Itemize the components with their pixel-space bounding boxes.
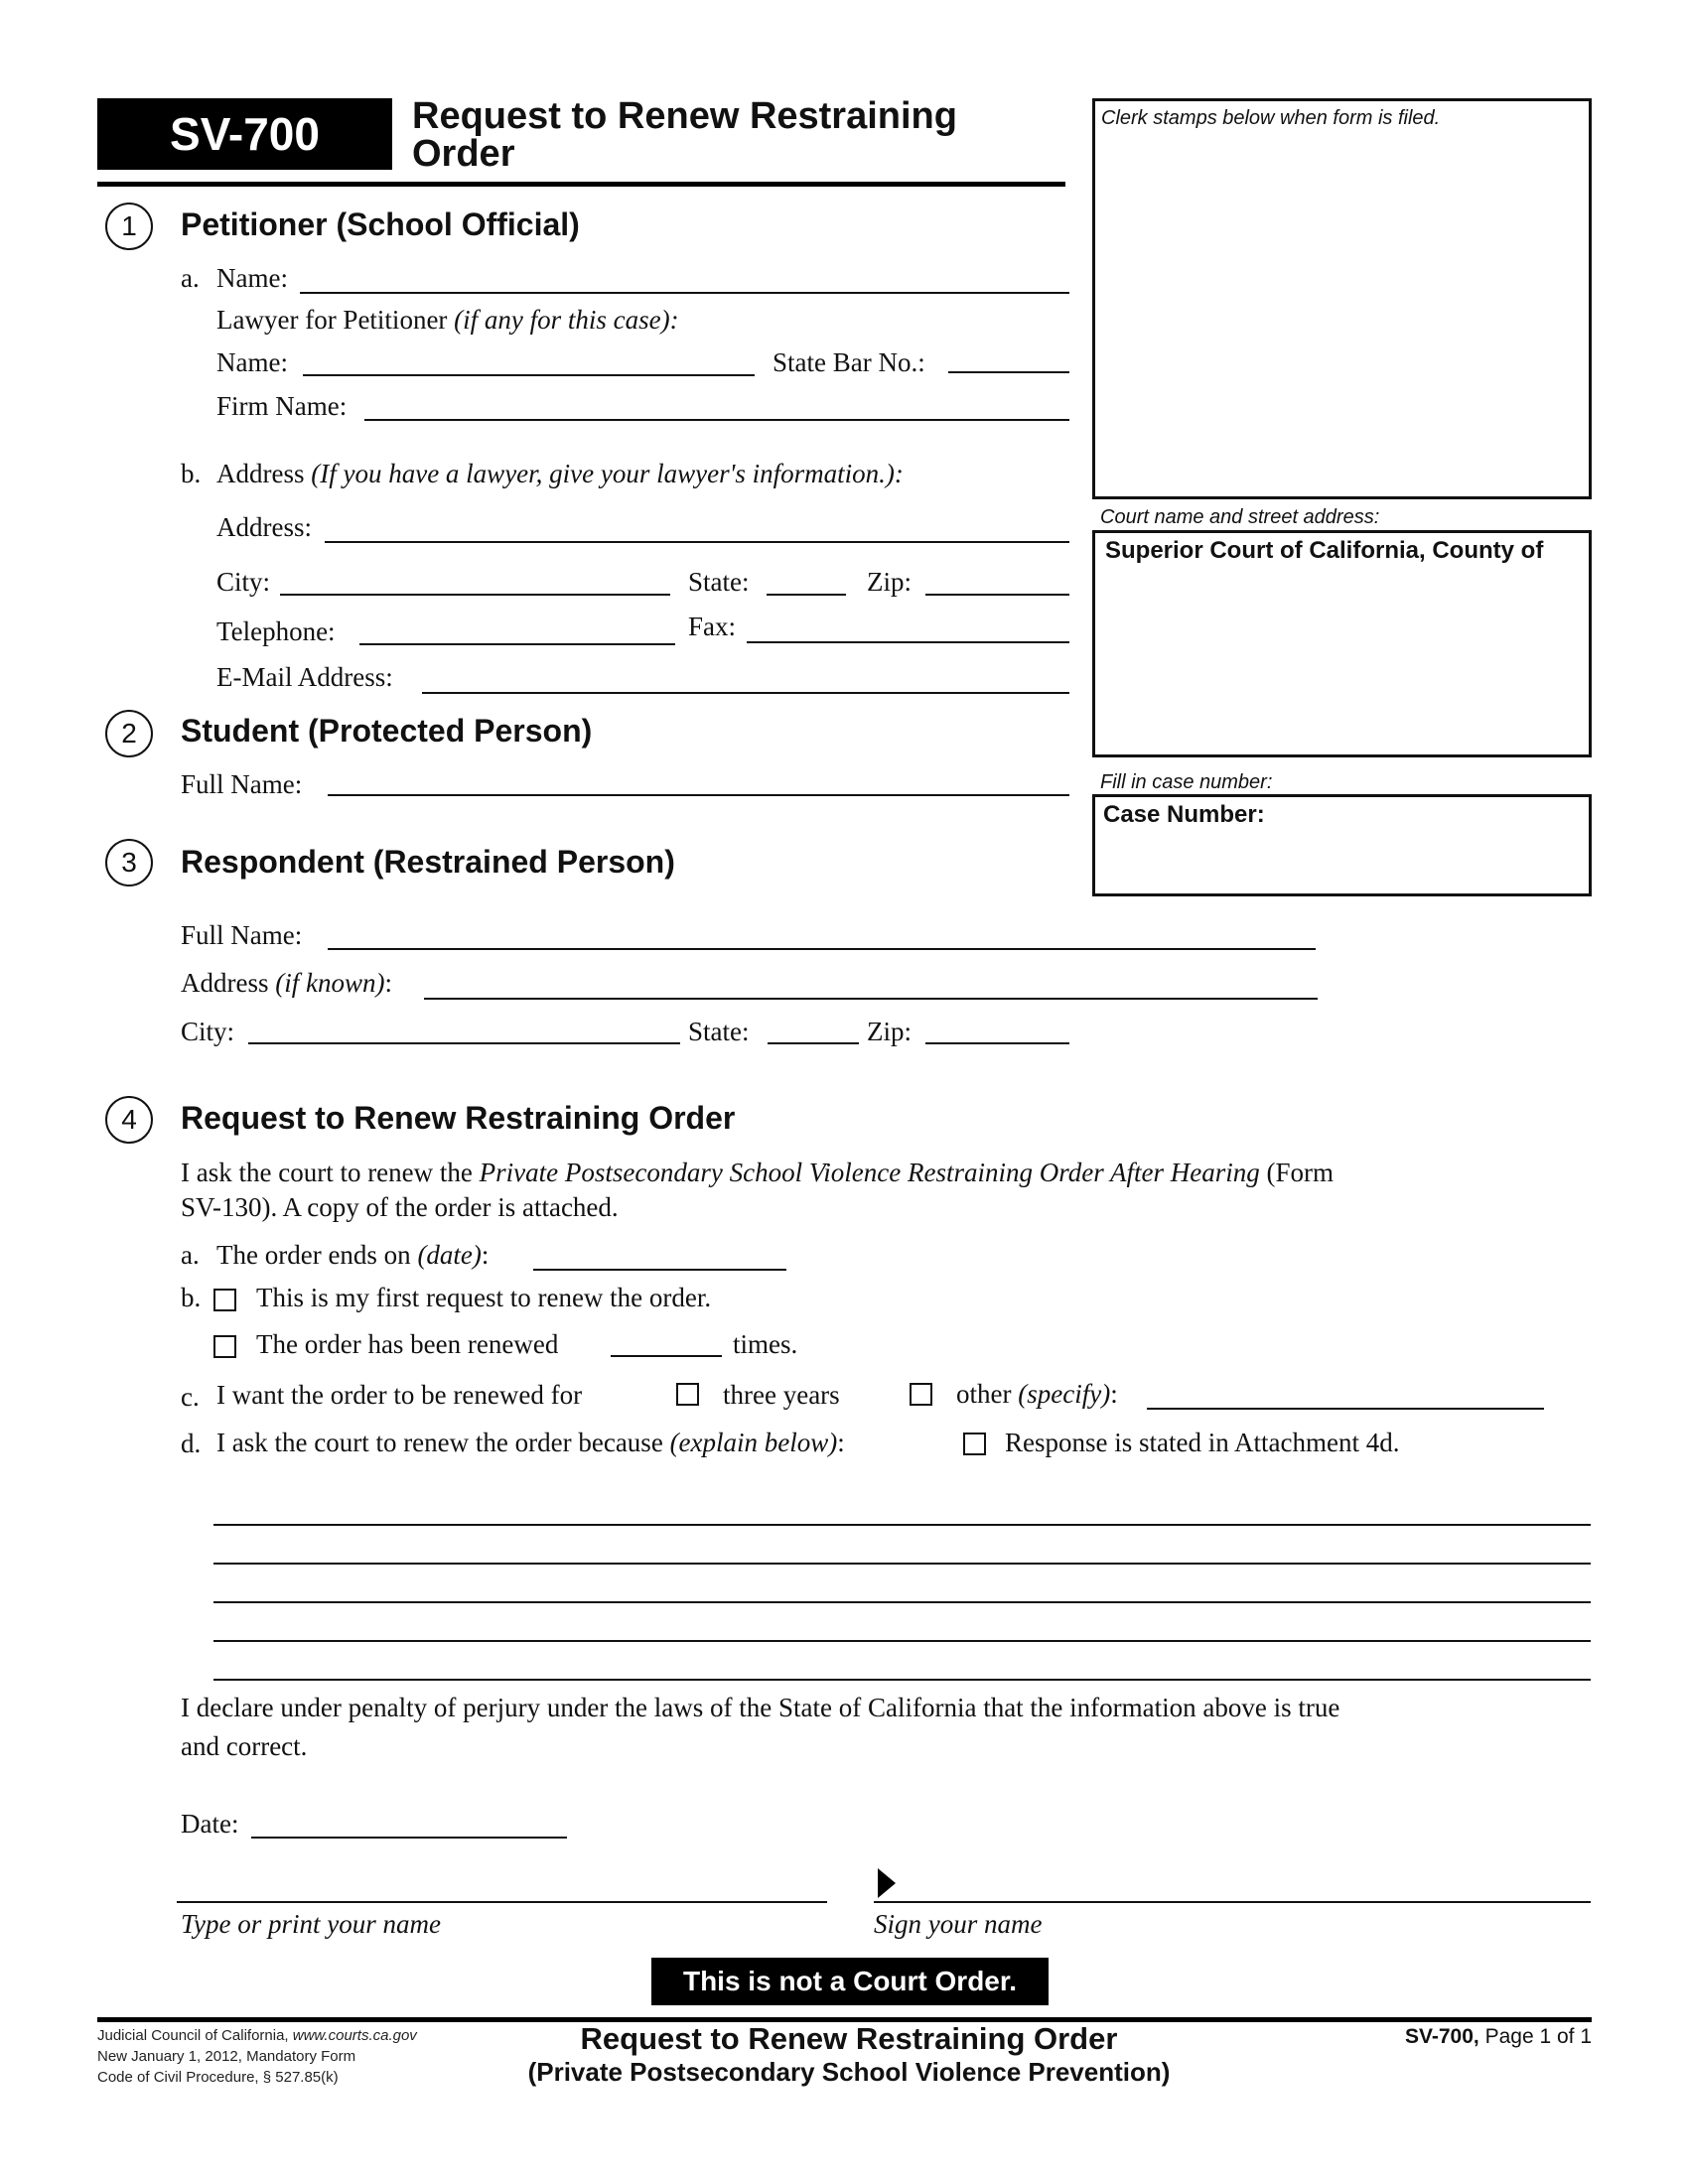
footer-subtitle: (Private Postsecondary School Violence Prevention): [527, 2057, 1171, 2087]
section-2-number: 2: [105, 710, 153, 757]
section-4-number: 4: [105, 1096, 153, 1144]
telephone-field[interactable]: [359, 643, 675, 645]
print-name-label: Type or print your name: [181, 1909, 441, 1939]
address-label: Address:: [216, 512, 312, 542]
lawyer-name-label: Name:: [216, 347, 288, 377]
form-title-line2: Order: [412, 133, 515, 175]
renewed-before-label: The order has been renewed: [256, 1329, 559, 1359]
lawyer-label: Lawyer for Petitioner (if any for this case):: [216, 305, 679, 335]
zip-field[interactable]: [925, 594, 1069, 596]
respondent-state-field[interactable]: [768, 1042, 859, 1044]
respondent-city-label: City:: [181, 1017, 235, 1046]
lawyer-name-field[interactable]: [303, 374, 755, 376]
s4-d-letter: d.: [181, 1429, 202, 1458]
section-2-title: Student (Protected Person): [181, 713, 593, 749]
signature-field[interactable]: [874, 1901, 1591, 1903]
footer-form-date: New January 1, 2012, Mandatory Form: [97, 2048, 356, 2065]
declaration-line1: I declare under penalty of perjury under the laws of the State of California that the information above is true: [181, 1693, 1340, 1722]
first-request-checkbox[interactable]: [213, 1289, 236, 1311]
header-rule: [97, 182, 1065, 187]
respondent-address-label: Address (if known):: [181, 968, 392, 998]
state-label: State:: [688, 567, 750, 597]
student-name-field[interactable]: [328, 794, 1069, 796]
footer-council: Judicial Council of California,: [97, 2027, 289, 2044]
signature-date-field[interactable]: [251, 1837, 567, 1839]
respondent-address-field[interactable]: [424, 998, 1318, 1000]
firm-name-field[interactable]: [364, 419, 1069, 421]
clerk-stamp-label: Clerk stamps below when form is filed.: [1101, 107, 1441, 129]
address-heading: Address (If you have a lawyer, give your lawyer's information.):: [216, 459, 904, 488]
s4-b-letter: b.: [181, 1283, 202, 1312]
other-duration-checkbox[interactable]: [910, 1383, 932, 1406]
section-4-title: Request to Renew Restraining Order: [181, 1100, 736, 1136]
court-address-box[interactable]: [1092, 530, 1592, 757]
footer-center: [452, 2021, 1246, 2087]
explanation-line-5[interactable]: [213, 1679, 1591, 1681]
respondent-name-field[interactable]: [328, 948, 1316, 950]
state-bar-label: State Bar No.:: [773, 347, 925, 377]
clerk-stamp-box: [1092, 98, 1592, 499]
footer-website-link[interactable]: www.courts.ca.gov: [292, 2027, 417, 2044]
form-title-line1: Request to Renew Restraining: [412, 95, 957, 137]
telephone-label: Telephone:: [216, 616, 336, 646]
s1-a-letter: a.: [181, 263, 200, 293]
attachment-4d-label: Response is stated in Attachment 4d.: [1005, 1428, 1400, 1457]
firm-name-label: Firm Name:: [216, 391, 348, 421]
email-label: E-Mail Address:: [216, 662, 393, 692]
declaration-line2: and correct.: [181, 1731, 308, 1761]
address-field[interactable]: [325, 541, 1069, 543]
s4-c-letter: c.: [181, 1382, 200, 1412]
footer-page-number: Page 1 of 1: [1484, 2025, 1592, 2048]
section-1-number: 1: [105, 203, 153, 250]
explanation-line-4[interactable]: [213, 1640, 1591, 1642]
case-number-box[interactable]: [1092, 794, 1592, 896]
date-label: Date:: [181, 1809, 239, 1839]
other-duration-field[interactable]: [1147, 1408, 1544, 1410]
case-number-hint: Fill in case number:: [1100, 771, 1273, 793]
state-bar-field[interactable]: [948, 371, 1069, 373]
zip-label: Zip:: [867, 567, 912, 597]
case-number-label: Case Number:: [1103, 801, 1265, 828]
renewed-times-field[interactable]: [611, 1355, 722, 1357]
respondent-name-label: Full Name:: [181, 920, 303, 950]
s1-b-letter: b.: [181, 459, 202, 488]
court-address-label: Court name and street address:: [1100, 506, 1380, 528]
renew-reason-label: I ask the court to renew the order because (explain below):: [216, 1428, 845, 1457]
sign-name-label: Sign your name: [874, 1909, 1043, 1939]
email-field[interactable]: [422, 692, 1069, 694]
printed-name-field[interactable]: [177, 1901, 827, 1903]
section-1-title: Petitioner (School Official): [181, 206, 580, 242]
city-label: City:: [216, 567, 271, 597]
petitioner-name-label: Name:: [216, 263, 288, 293]
s4-a-letter: a.: [181, 1240, 200, 1270]
other-duration-label: other (specify):: [956, 1379, 1118, 1409]
renewed-before-checkbox[interactable]: [213, 1335, 236, 1358]
explanation-line-2[interactable]: [213, 1563, 1591, 1565]
footer-page-info: [1375, 2025, 1592, 2049]
form-title: [412, 97, 957, 173]
state-field[interactable]: [767, 594, 846, 596]
section-3-number: 3: [105, 839, 153, 887]
respondent-zip-label: Zip:: [867, 1017, 912, 1046]
section-3-title: Respondent (Restrained Person): [181, 844, 675, 880]
not-court-order-banner: This is not a Court Order.: [651, 1958, 1049, 2005]
footer-title: Request to Renew Restraining Order: [580, 2021, 1118, 2056]
city-field[interactable]: [280, 594, 670, 596]
form-code-badge: SV-700: [97, 98, 392, 170]
renew-for-label: I want the order to be renewed for: [216, 1380, 583, 1410]
order-ends-label: The order ends on (date):: [216, 1240, 490, 1270]
fax-label: Fax:: [688, 612, 737, 641]
explanation-line-1[interactable]: [213, 1524, 1591, 1526]
respondent-state-label: State:: [688, 1017, 750, 1046]
s4-intro-line1: I ask the court to renew the Private Postsecondary School Violence Restraining Order After Hearing (Form: [181, 1158, 1334, 1187]
respondent-city-field[interactable]: [248, 1042, 680, 1044]
attachment-4d-checkbox[interactable]: [963, 1433, 986, 1455]
order-end-date-field[interactable]: [533, 1269, 786, 1271]
three-years-label: three years: [723, 1380, 840, 1410]
renewed-times-label: times.: [733, 1329, 798, 1359]
fax-field[interactable]: [747, 641, 1069, 643]
footer-left: [97, 2025, 417, 2088]
footer-code-ref: Code of Civil Procedure, § 527.85(k): [97, 2069, 339, 2086]
three-years-checkbox[interactable]: [676, 1383, 699, 1406]
respondent-zip-field[interactable]: [925, 1042, 1069, 1044]
explanation-line-3[interactable]: [213, 1601, 1591, 1603]
footer-form-code: SV-700,: [1405, 2025, 1479, 2048]
petitioner-name-field[interactable]: [300, 292, 1069, 294]
first-request-label: This is my first request to renew the order.: [256, 1283, 712, 1312]
student-name-label: Full Name:: [181, 769, 303, 799]
court-name-value: Superior Court of California, County of: [1105, 537, 1544, 564]
sign-arrow-icon: [876, 1868, 898, 1898]
s4-intro-line2: SV-130). A copy of the order is attached.: [181, 1192, 619, 1222]
